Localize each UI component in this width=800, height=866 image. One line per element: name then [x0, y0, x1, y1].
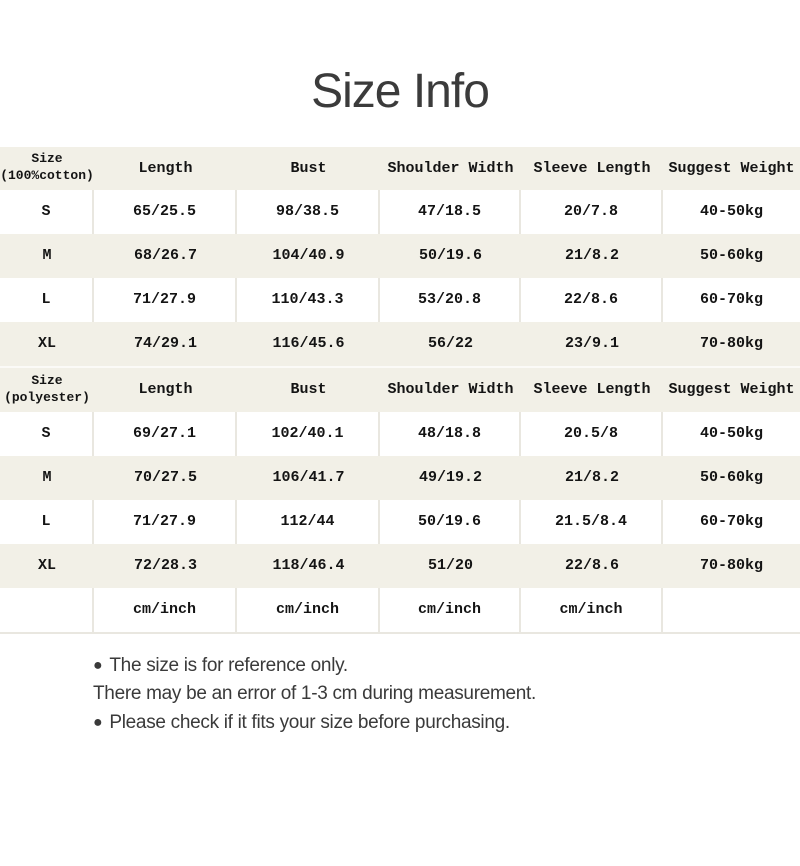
table-row-polyester-xl	[0, 544, 800, 588]
header-cell-sleeve-length: Sleeve Length	[533, 159, 651, 177]
cell-size: M	[42, 247, 52, 265]
cell-length: 70/27.5	[133, 469, 197, 487]
bullet-icon: ●	[93, 656, 103, 674]
cell-weight: 60-70kg	[699, 513, 763, 531]
cell-weight: 70-80kg	[699, 557, 763, 575]
cell-length: 72/28.3	[133, 557, 197, 575]
cell-sleeve: 22/8.6	[564, 557, 619, 575]
note-text: Please check if it fits your size before purchasing.	[109, 711, 510, 733]
table-row-cotton-l	[0, 278, 800, 322]
cell-shoulder: 53/20.8	[380, 278, 521, 322]
cell-shoulder: 56/22	[427, 335, 473, 353]
note-text: There may be an error of 1-3 cm during measurement.	[93, 683, 537, 705]
cell-shoulder: 51/20	[427, 557, 473, 575]
cell-shoulder: 50/19.6	[418, 247, 482, 265]
header-cell-shoulder-width: Shoulder Width	[387, 381, 514, 399]
cell-shoulder: 47/18.5	[380, 190, 521, 234]
cell-bust: 102/40.1	[237, 412, 380, 456]
header-cell-length: Length	[138, 159, 193, 177]
note-line	[93, 709, 800, 738]
size-label: Size	[31, 151, 63, 167]
cell-size: M	[42, 469, 52, 487]
cell-bust: 118/46.4	[272, 557, 345, 575]
cell-sleeve: 22/8.6	[521, 278, 663, 322]
cell-bust: 98/38.5	[237, 190, 380, 234]
cotton-header-row	[0, 147, 800, 190]
size-sublabel: (polyester)	[4, 389, 90, 405]
table-row-cotton-m	[0, 234, 800, 278]
cell-size: S	[0, 190, 94, 234]
cell-length: 68/26.7	[133, 247, 197, 265]
cell-weight: 40-50kg	[699, 425, 763, 443]
header-cell-shoulder-width: Shoulder Width	[387, 159, 514, 177]
cell-shoulder: 49/19.2	[418, 469, 482, 487]
cell-length: 71/27.9	[94, 500, 237, 544]
page-title: Size Info	[311, 65, 489, 118]
table-row-cotton-xl	[0, 322, 800, 366]
note-line	[93, 652, 800, 681]
cell-empty	[663, 588, 800, 632]
cell-length: 74/29.1	[133, 335, 197, 353]
cell-shoulder: 48/18.8	[380, 412, 521, 456]
bullet-icon: ●	[93, 713, 103, 731]
size-sublabel: (100%cotton)	[0, 168, 94, 184]
table-row-cotton-s	[0, 190, 800, 234]
cell-weight: 40-50kg	[699, 203, 763, 221]
footer-notes	[93, 652, 800, 738]
cell-size: S	[0, 412, 94, 456]
header-cell-sleeve-length: Sleeve Length	[533, 381, 651, 399]
cell-weight: 50-60kg	[699, 247, 763, 265]
size-table	[0, 147, 800, 634]
header-cell-length: Length	[138, 381, 193, 399]
cell-size: XL	[37, 557, 56, 575]
size-label: Size	[31, 372, 63, 388]
table-row-polyester-s	[0, 412, 800, 456]
cell-bust: 110/43.3	[237, 278, 380, 322]
cell-weight: 50-60kg	[699, 469, 763, 487]
cell-bust: 104/40.9	[272, 247, 345, 265]
cell-length: 69/27.1	[94, 412, 237, 456]
note-line	[93, 680, 800, 709]
cell-shoulder: 50/19.6	[380, 500, 521, 544]
cotton-size-header-cell	[0, 147, 94, 190]
header-cell-bust: Bust	[290, 159, 327, 177]
cell-bust: 112/44	[237, 500, 380, 544]
cell-size: L	[0, 500, 94, 544]
polyester-header-row	[0, 366, 800, 412]
cell-sleeve: 21/8.2	[564, 469, 619, 487]
size-info-page	[0, 66, 800, 866]
cell-units-length: cm/inch	[94, 588, 237, 632]
cell-units-shoulder: cm/inch	[380, 588, 521, 632]
header-cell-suggest-weight: Suggest Weight	[668, 159, 795, 177]
header-cell-bust: Bust	[290, 381, 327, 399]
table-row-polyester-m	[0, 456, 800, 500]
table-row-polyester-l	[0, 500, 800, 544]
units-row	[0, 588, 800, 634]
cell-bust: 106/41.7	[272, 469, 345, 487]
cell-weight: 70-80kg	[699, 335, 763, 353]
cell-bust: 116/45.6	[272, 335, 345, 353]
cell-units-sleeve: cm/inch	[521, 588, 663, 632]
cell-sleeve: 23/9.1	[564, 335, 619, 353]
cell-length: 71/27.9	[94, 278, 237, 322]
cell-size: XL	[37, 335, 56, 353]
cell-weight: 60-70kg	[699, 291, 763, 309]
cell-empty	[0, 588, 94, 632]
cell-sleeve: 21.5/8.4	[521, 500, 663, 544]
note-text: The size is for reference only.	[109, 654, 348, 676]
polyester-size-header-cell	[0, 368, 94, 412]
header-cell-suggest-weight: Suggest Weight	[668, 381, 795, 399]
cell-sleeve: 20/7.8	[521, 190, 663, 234]
cell-sleeve: 21/8.2	[564, 247, 619, 265]
cell-sleeve: 20.5/8	[521, 412, 663, 456]
cell-units-bust: cm/inch	[237, 588, 380, 632]
cell-length: 65/25.5	[94, 190, 237, 234]
cell-size: L	[0, 278, 94, 322]
